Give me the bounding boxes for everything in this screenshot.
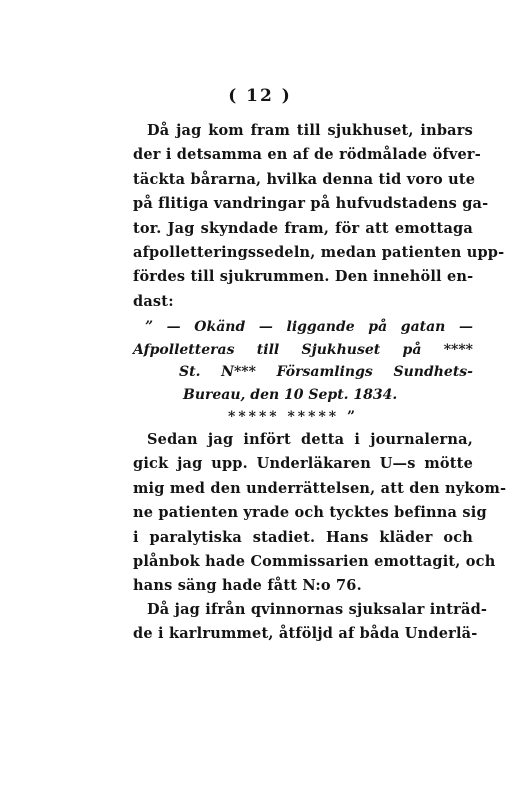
text-line: på flitiga vandringar på hufvudstadens ga- (133, 195, 489, 213)
paragraph-2 (133, 428, 507, 599)
quoted-note (133, 316, 473, 429)
text-line: Då jag kom fram till sjukhuset, inbars (147, 122, 473, 139)
text-line: Sedan jag infört detta i journalerna, (147, 431, 473, 448)
text-line: gick jag upp. Underläkaren U—s mötte (133, 455, 473, 473)
text-line: hans säng hade fått N:o 76. (133, 577, 362, 595)
text-line: de i karlrummet, åtföljd af båda Underlä- (133, 625, 478, 643)
text-line: mig med den underrättelsen, att den nykom- (133, 479, 507, 497)
text-line: Då jag ifrån qvinnornas sjuksalar inträd- (147, 601, 488, 618)
text-line: täckta bårarna, hvilka denna tid voro ute (133, 170, 476, 188)
quote-line: Afpolletteras till Sjukhuset på **** (133, 341, 473, 358)
quote-line: ***** ***** ” (228, 409, 359, 425)
quote-line: Bureau, den 10 Sept. 1834. (183, 386, 398, 403)
quote-line: St. N*** Församlings Sundhets- (179, 364, 473, 380)
text-line: ne patienten yrade och tycktes befinna sig (133, 504, 487, 522)
page-number: ( 12 ) (228, 86, 292, 106)
text-line: i paralytiska stadiet. Hans kläder och (133, 528, 473, 546)
text-line: afpolletteringssedeln, medan patienten upp- (133, 244, 505, 262)
quote-line: ” — Okänd — liggande på gatan — (145, 319, 473, 335)
text-line: der i detsamma en af de rödmålade öfver- (133, 146, 481, 164)
text-line: plånbok hade Commissarien emottagit, och (133, 553, 496, 571)
text-line: dast: (133, 292, 174, 310)
paragraph-3 (133, 598, 488, 647)
text-line: tor. Jag skyndade fram, för att emottaga (133, 219, 473, 237)
text-line: fördes till sjukrummen. Den innehöll en- (133, 268, 474, 286)
paragraph-1 (133, 119, 505, 314)
